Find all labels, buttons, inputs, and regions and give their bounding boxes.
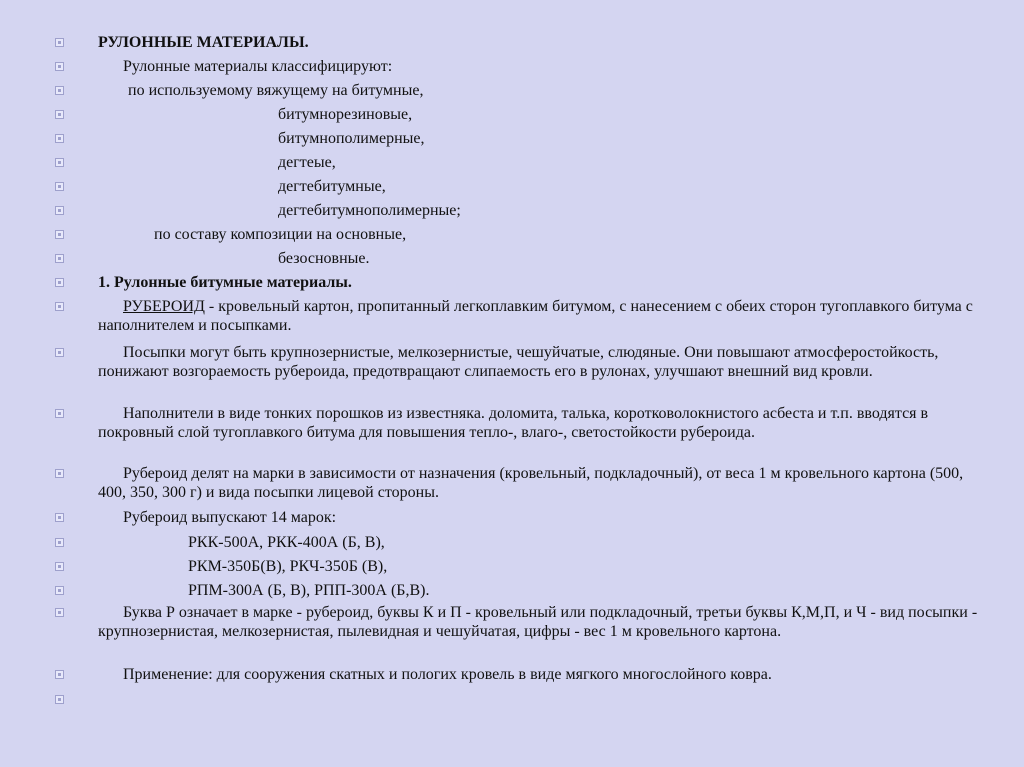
bullet-icon [55,302,64,311]
bullet-icon [55,110,64,119]
paragraph: Рулонные материалы классифицируют: [123,58,393,75]
bullet-icon [55,562,64,571]
bullet-icon [55,348,64,357]
paragraph: по составу композиции на основные, [154,226,407,243]
paragraph: дегтебитумнополимерные; [278,202,461,219]
paragraph: Применение: для сооружения скатных и пологих кровель в виде мягкого многослойного ковра. [123,666,772,683]
bullet-icon [55,608,64,617]
bullet-icon [55,586,64,595]
bullet-icon [55,158,64,167]
definition-text: - кровельный картон, пропитанный легкоплавким битумом, с нанесением с обеих сторон тугоплавкого битума с наполнителем и посыпками. [98,298,973,334]
heading-bitumen-materials: 1. Рулонные битумные материалы. [98,274,352,291]
bullet-icon [55,182,64,191]
paragraph: дегтебитумные, [278,178,386,195]
paragraph: Буква Р означает в марке - рубероид, буквы К и П - кровельный или подкладочный, третьи буквы К,М,П, и Ч - вид посыпки - крупнозернистая, мелкозернистая, пылевидная и чешуйчатая, цифры - вес 1 м кровельного картона. [98,604,978,640]
bullet-icon [55,230,64,239]
heading-rolled-materials: РУЛОННЫЕ МАТЕРИАЛЫ. [98,34,309,51]
bullet-icon [55,86,64,95]
paragraph: дегтеые, [278,154,336,171]
bullet-icon [55,513,64,522]
paragraph: безосновные. [278,250,370,267]
bullet-icon [55,409,64,418]
paragraph: Рубероид выпускают 14 марок: [123,509,337,526]
paragraph: по используемому вяжущему на битумные, [128,82,424,99]
paragraph: битумнорезиновые, [278,106,413,123]
bullet-icon [55,134,64,143]
paragraph: битумнополимерные, [278,130,425,147]
bullet-icon [55,38,64,47]
bullet-icon [55,538,64,547]
bullet-icon [55,469,64,478]
bullet-icon [55,695,64,704]
bullet-icon [55,670,64,679]
paragraph: РКМ-350Б(В), РКЧ-350Б (В), [188,558,388,575]
term-ruberoid: РУБЕРОИД [123,298,205,315]
bullet-icon [55,206,64,215]
paragraph: РПМ-300А (Б, В), РПП-300А (Б,В). [188,582,430,599]
paragraph: Посыпки могут быть крупнозернистые, мелкозернистые, чешуйчатые, слюдяные. Они повышают атмосферостойкость, понижают возгораемость рубероида, предотвращают слипаемость его в рулонах, улучшают внешний вид кровли. [98,344,939,380]
paragraph: Наполнители в виде тонких порошков из известняка. доломита, талька, коротковолокнистого асбеста и т.п. вводятся в покровный слой тугоплавкого битума для повышения тепло-, влаго-, светостойкости рубероида. [98,405,929,441]
paragraph-ruberoid-definition [98,297,988,335]
paragraph: Рубероид делят на марки в зависимости от назначения (кровельный, подкладочный), от веса 1 м кровельного картона (500, 400, 350, 300 г) и вида посыпки лицевой стороны. [98,465,964,501]
bullet-icon [55,62,64,71]
bullet-icon [55,254,64,263]
paragraph: РКК-500А, РКК-400А (Б, В), [188,534,385,551]
bullet-icon [55,278,64,287]
